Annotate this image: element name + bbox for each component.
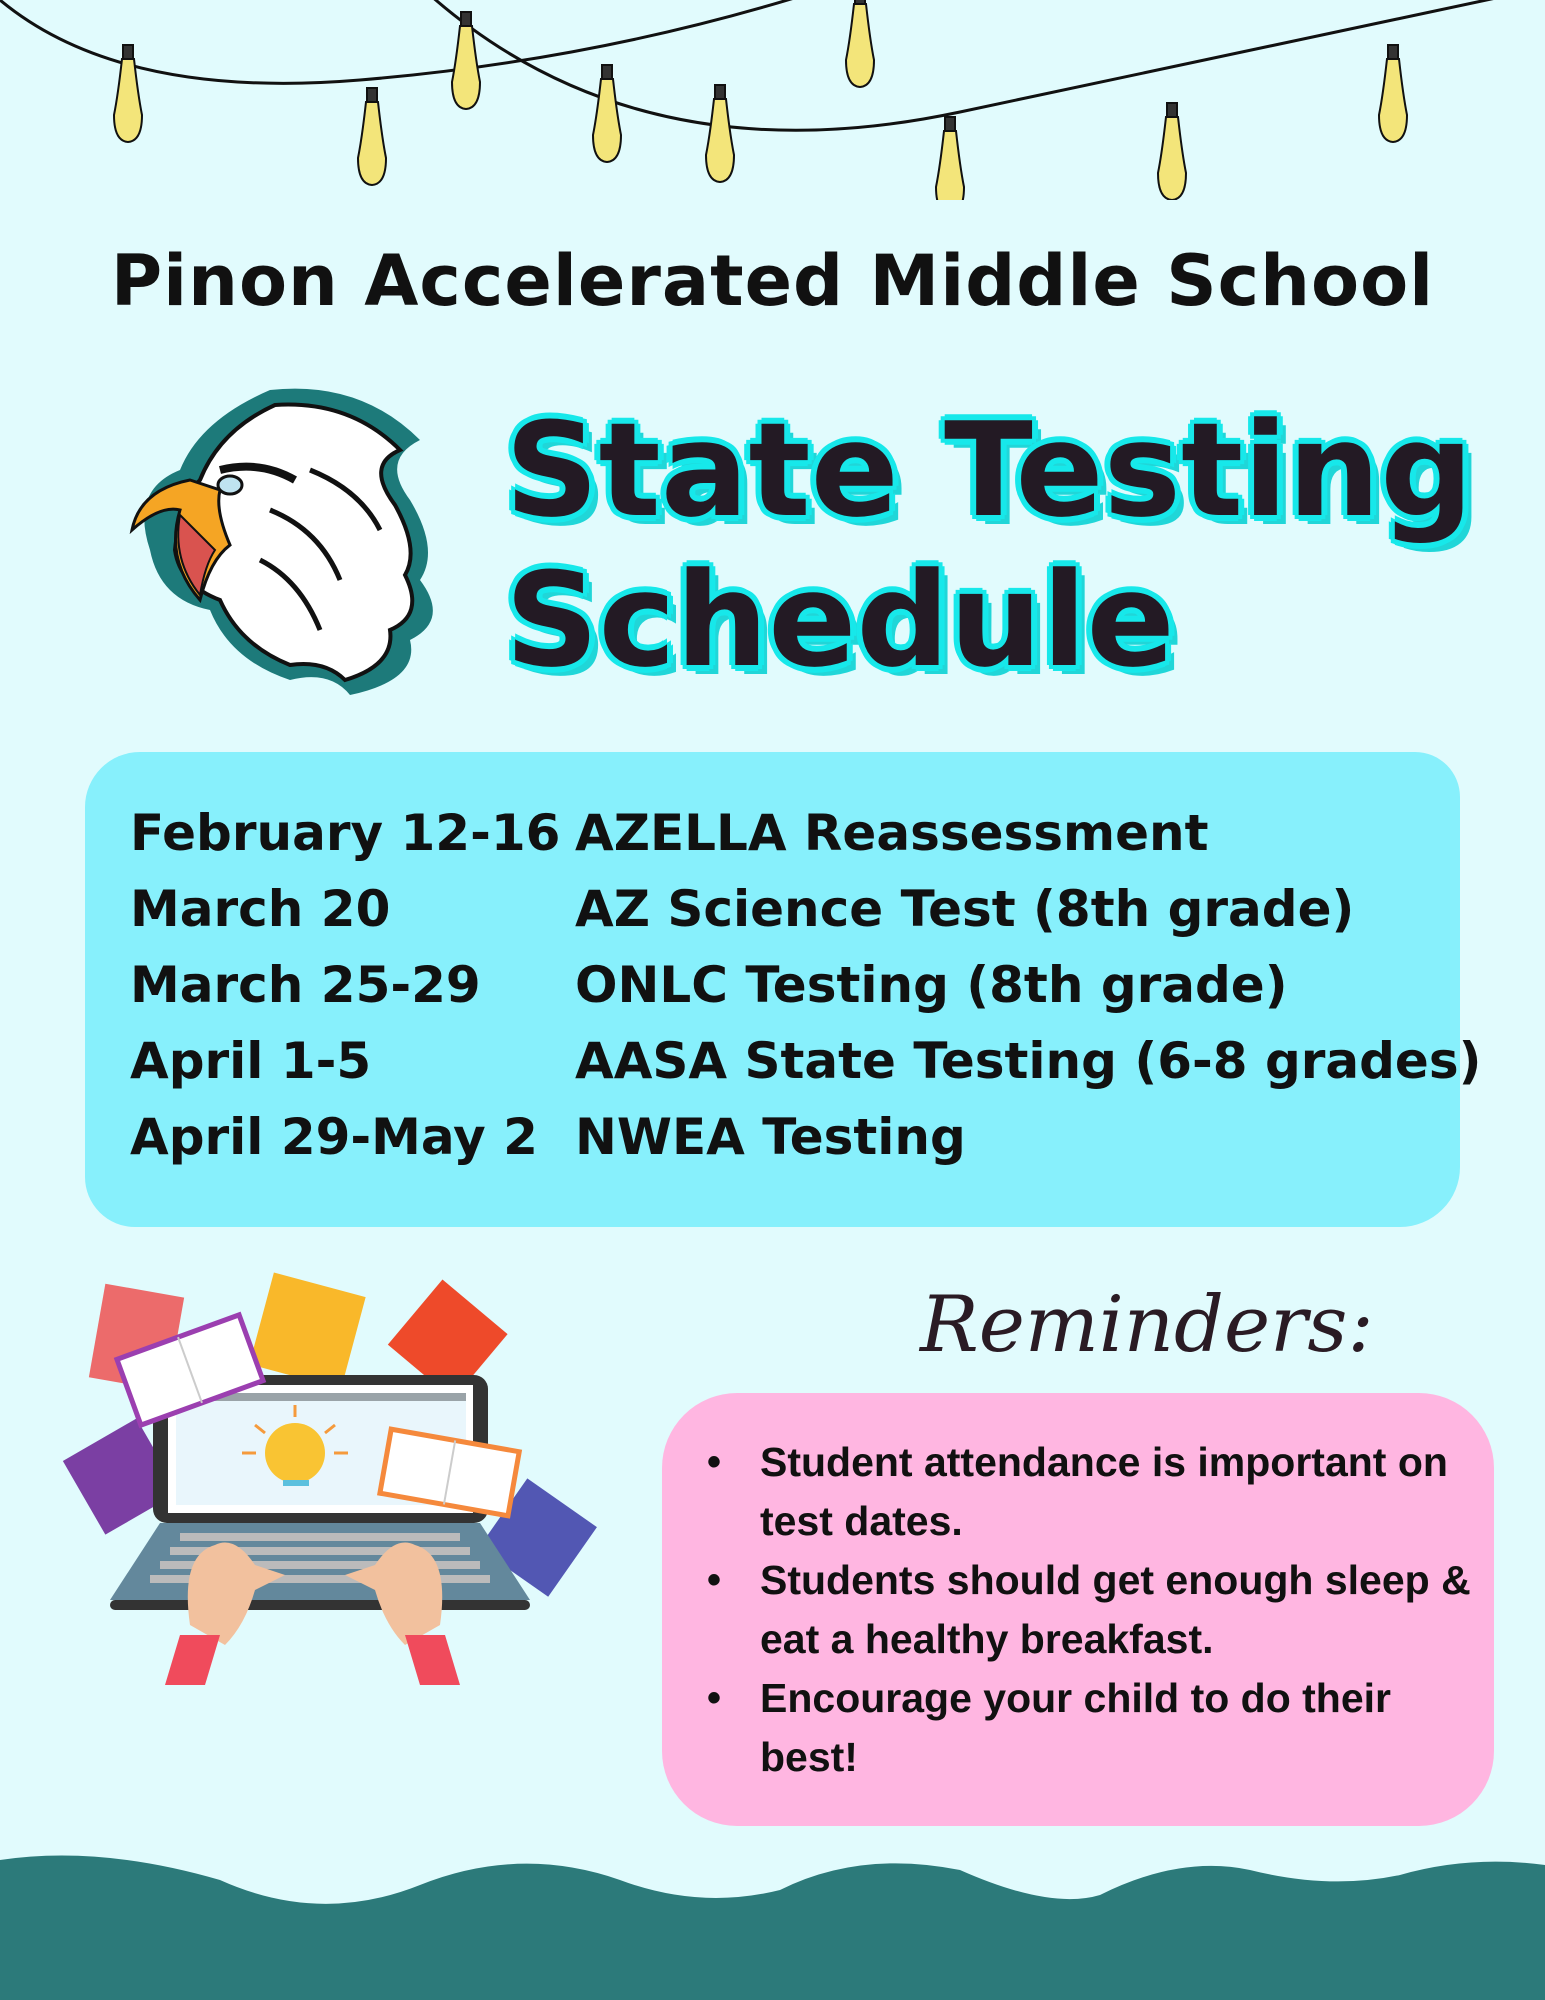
school-name: Pinon Accelerated Middle School	[110, 240, 1435, 322]
reminder-item: • Encourage your child to do their best!	[687, 1669, 1480, 1787]
schedule-test: ONLC Testing (8th grade)	[575, 956, 1288, 1014]
schedule-row	[130, 1108, 966, 1166]
reminders-panel	[662, 1393, 1494, 1826]
schedule-row	[130, 1032, 1481, 1090]
schedule-date: April 29-May 2	[130, 1108, 538, 1166]
eagle-mascot-icon	[120, 380, 450, 700]
title-line-2: Schedule	[505, 544, 1175, 696]
schedule-test: AZELLA Reassessment	[575, 804, 1209, 862]
title-line-1: State Testing	[505, 394, 1474, 546]
schedule-date: April 1-5	[130, 1032, 372, 1090]
schedule-panel	[85, 752, 1482, 1227]
schedule-test: NWEA Testing	[575, 1108, 966, 1166]
reminder-item: • Student attendance is important on test dates.	[687, 1433, 1480, 1551]
schedule-row	[130, 804, 1209, 862]
wave-footer-icon	[0, 1850, 1545, 2000]
page-title	[505, 395, 1473, 695]
schedule-date: March 20	[130, 880, 391, 938]
string-lights-icon	[0, 0, 1545, 200]
schedule-date: February 12-16	[130, 804, 561, 862]
schedule-row	[130, 880, 1354, 938]
schedule-test: AASA State Testing (6-8 grades)	[575, 1032, 1482, 1090]
schedule-test: AZ Science Test (8th grade)	[575, 880, 1355, 938]
reminder-item: • Students should get enough sleep & eat a healthy breakfast.	[687, 1551, 1480, 1669]
reminders-list	[687, 1433, 1480, 1787]
laptop-books-illustration-icon	[30, 1255, 610, 1875]
schedule-row	[130, 956, 1288, 1014]
schedule-date: March 25-29	[130, 956, 481, 1014]
reminders-heading: Reminders:	[920, 1280, 1374, 1370]
